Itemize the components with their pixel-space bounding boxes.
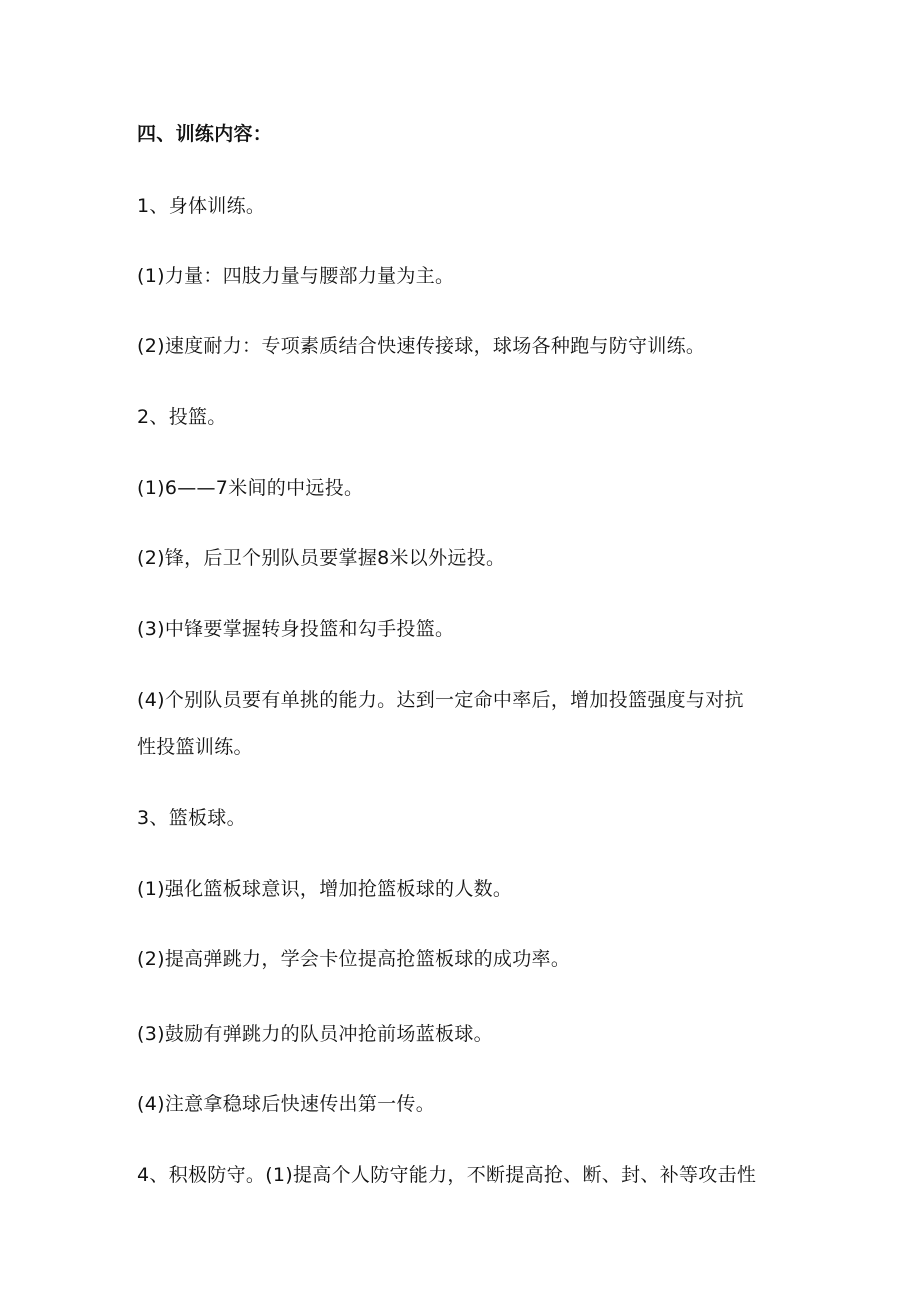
item-mid-range: (1)6——7米间的中远投。 (137, 477, 364, 499)
item-defense: 4、积极防守。(1)提高个人防守能力，不断提高抢、断、封、补等攻击性 (137, 1164, 757, 1186)
section-heading: 四、训练内容： (137, 123, 273, 145)
item-rebound-awareness: (1)强化篮板球意识，增加抢篮板球的人数。 (137, 878, 513, 900)
item-rebounding: 3、篮板球。 (137, 807, 246, 829)
item-physical-training: 1、身体训练。 (137, 195, 266, 217)
item-offensive-rebound: (3)鼓励有弹跳力的队员冲抢前场蓝板球。 (137, 1023, 493, 1045)
item-shooting: 2、投篮。 (137, 406, 227, 428)
item-jumping: (2)提高弹跳力，学会卡位提高抢篮板球的成功率。 (137, 948, 571, 970)
item-one-on-one-cont: 性投篮训练。 (137, 736, 253, 758)
item-outlet-pass: (4)注意拿稳球后快速传出第一传。 (137, 1093, 436, 1115)
item-one-on-one: (4)个别队员要有单挑的能力。达到一定命中率后，增加投篮强度与对抗 (137, 689, 744, 711)
item-speed-endurance: (2)速度耐力：专项素质结合快速传接球，球场各种跑与防守训练。 (137, 335, 706, 357)
item-center-shots: (3)中锋要掌握转身投篮和勾手投篮。 (137, 618, 455, 640)
item-strength: (1)力量：四肢力量与腰部力量为主。 (137, 265, 455, 287)
item-long-range: (2)锋，后卫个别队员要掌握8米以外远投。 (137, 547, 506, 569)
